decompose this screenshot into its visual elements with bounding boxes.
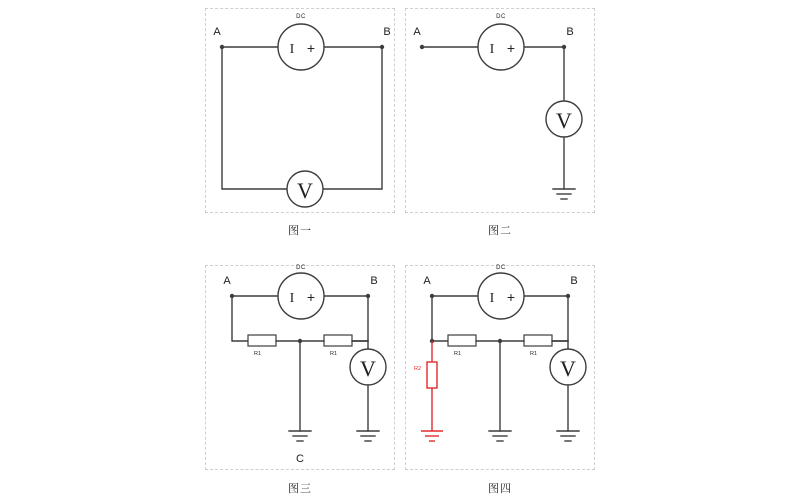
panel-fig3 bbox=[205, 265, 395, 470]
terminal-b-label: B bbox=[383, 26, 391, 38]
source-current-glyph: I bbox=[289, 291, 295, 306]
voltmeter-label: V bbox=[560, 356, 576, 381]
circuit-fig1 bbox=[206, 9, 396, 214]
terminal-b-label: B bbox=[570, 275, 578, 287]
resistor-r2 bbox=[427, 362, 437, 388]
wire-left-branch bbox=[222, 47, 288, 189]
resistor-r1-left-label: R1 bbox=[254, 351, 262, 357]
ground-icon-right bbox=[557, 431, 579, 441]
voltmeter-label: V bbox=[556, 108, 572, 133]
ground-icon bbox=[553, 189, 575, 199]
panel-fig2 bbox=[405, 8, 595, 213]
caption-fig4: 图四 bbox=[488, 483, 512, 495]
wire-a-down bbox=[432, 296, 448, 341]
dc-source-symbol bbox=[478, 273, 524, 319]
wire-b-down bbox=[552, 296, 568, 341]
terminal-a-label: A bbox=[223, 275, 231, 287]
source-current-glyph: I bbox=[489, 42, 495, 57]
terminal-a-dot bbox=[430, 294, 434, 298]
terminal-b-label: B bbox=[370, 275, 378, 287]
caption-fig3: 图三 bbox=[288, 483, 312, 495]
terminal-b-dot bbox=[562, 45, 566, 49]
source-plus-glyph: + bbox=[506, 40, 516, 56]
terminal-b-dot bbox=[366, 294, 370, 298]
resistor-r1-right bbox=[524, 335, 552, 346]
source-plus-glyph: + bbox=[306, 289, 316, 305]
wire-right-branch bbox=[322, 47, 382, 189]
source-plus-glyph: + bbox=[506, 289, 516, 305]
ground-icon-mid bbox=[289, 431, 311, 441]
wire-b-down bbox=[352, 296, 368, 341]
resistor-r1-left bbox=[248, 335, 276, 346]
terminal-a-label: A bbox=[213, 26, 221, 38]
dc-label: DC bbox=[296, 14, 306, 20]
circuit-fig2 bbox=[406, 9, 596, 214]
resistor-r1-right-label: R1 bbox=[530, 351, 538, 357]
dc-source-symbol bbox=[478, 24, 524, 70]
terminal-b-dot bbox=[380, 45, 384, 49]
resistor-r1-left-label: R1 bbox=[454, 351, 462, 357]
terminal-a-dot bbox=[420, 45, 424, 49]
dc-label: DC bbox=[296, 265, 306, 271]
terminal-b-label: B bbox=[566, 26, 574, 38]
terminal-a-label: A bbox=[423, 275, 431, 287]
panel-fig4 bbox=[405, 265, 595, 470]
circuit-fig3 bbox=[206, 266, 396, 471]
terminal-a-dot bbox=[230, 294, 234, 298]
terminal-a-label: A bbox=[413, 26, 421, 38]
ground-icon-mid bbox=[489, 431, 511, 441]
dc-source-symbol bbox=[278, 24, 324, 70]
caption-fig1: 图一 bbox=[288, 225, 312, 237]
panel-fig1 bbox=[205, 8, 395, 213]
wire-a-down bbox=[232, 296, 248, 341]
circuit-fig4 bbox=[406, 266, 596, 471]
resistor-r1-right-label: R1 bbox=[330, 351, 338, 357]
resistor-r1-left bbox=[448, 335, 476, 346]
source-plus-glyph: + bbox=[306, 40, 316, 56]
voltmeter-label: V bbox=[297, 178, 313, 203]
terminal-c-label: C bbox=[296, 453, 304, 465]
source-current-glyph: I bbox=[289, 42, 295, 57]
source-current-glyph: I bbox=[489, 291, 495, 306]
voltmeter-label: V bbox=[360, 356, 376, 381]
dc-label: DC bbox=[496, 14, 506, 20]
dc-source-symbol bbox=[278, 273, 324, 319]
caption-fig2: 图二 bbox=[488, 225, 512, 237]
terminal-b-dot bbox=[566, 294, 570, 298]
ground-icon-red bbox=[421, 431, 443, 441]
resistor-r1-right bbox=[324, 335, 352, 346]
resistor-r2-label: R2 bbox=[414, 366, 422, 372]
dc-label: DC bbox=[496, 265, 506, 271]
ground-icon-right bbox=[357, 431, 379, 441]
terminal-a-dot bbox=[220, 45, 224, 49]
